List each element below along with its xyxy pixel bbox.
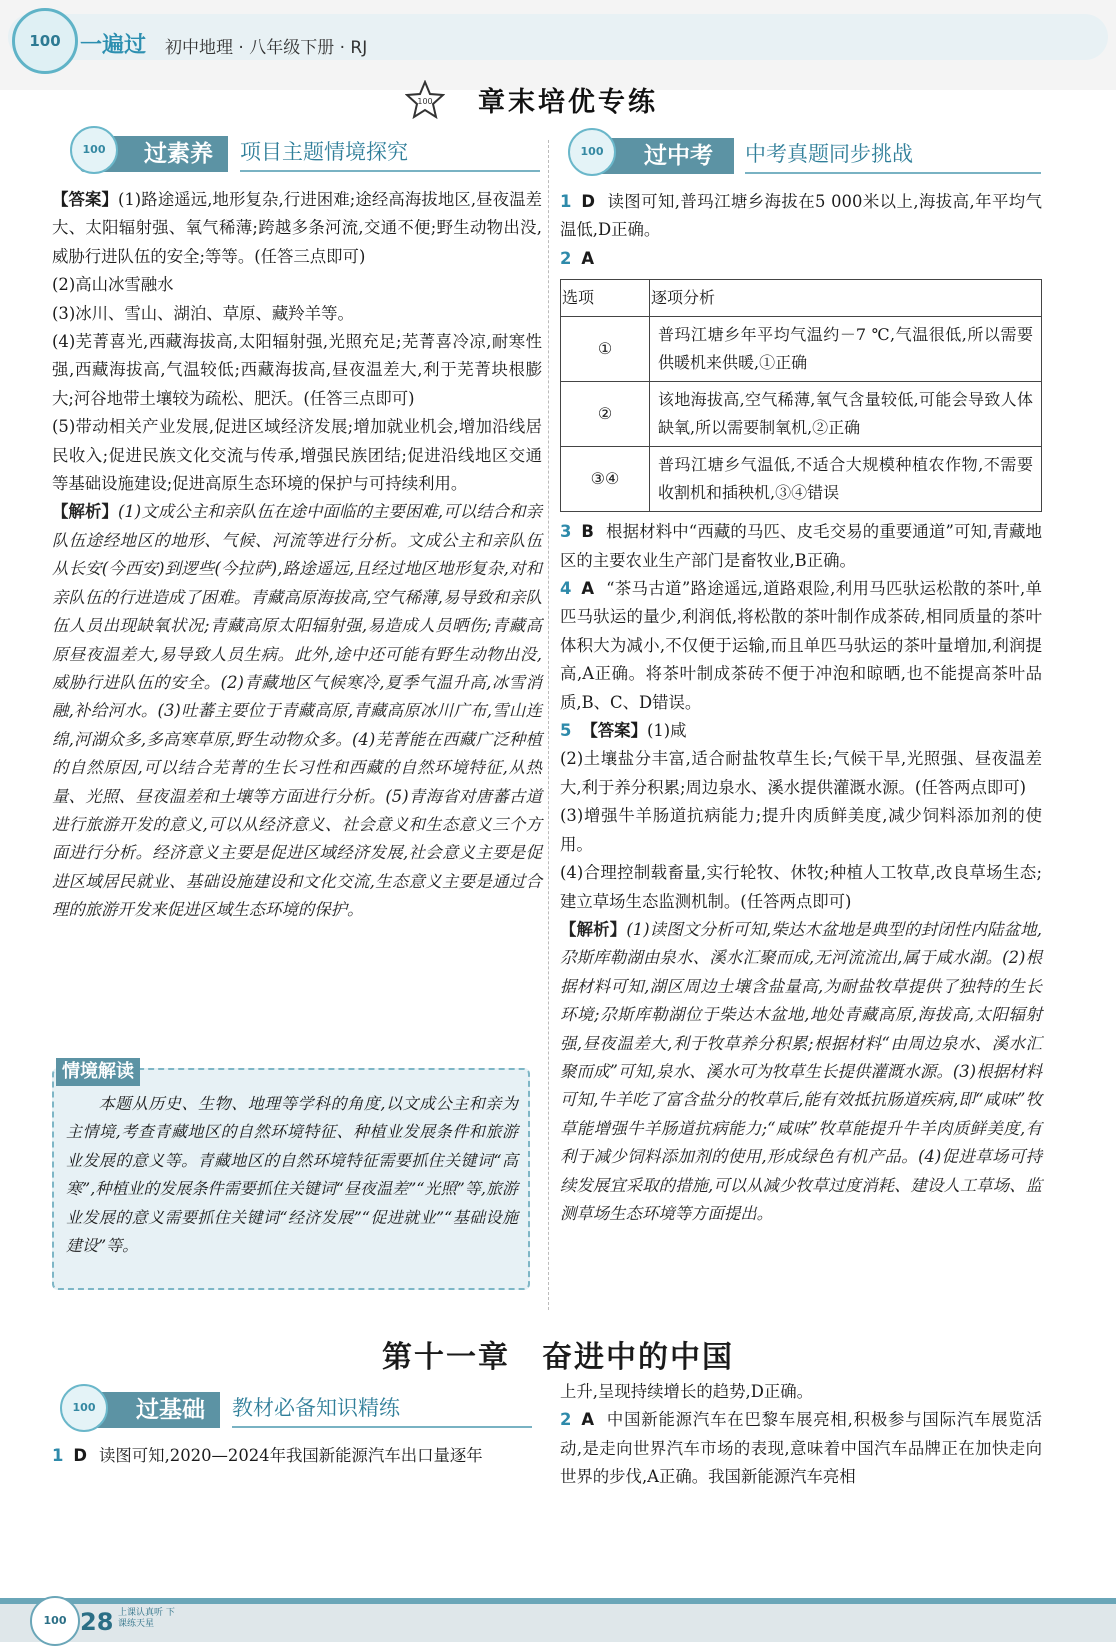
analysis-label: 【解析】: [560, 919, 627, 939]
context-text-body: 本题从历史、生物、地理等学科的角度,以文成公主和亲为主情境,考查青藏地区的自然环境特征、种植业发展条件和旅游业发展的意义等。青藏地区的自然环境特征需要抓住关键词“高寒”,种植业的发展条件需要抓住关键词“昼夜温差”“光照”等,旅游业发展的意义需要抓住关键词“经济发展”“促进就业”“基础设施建设”等。: [66, 1094, 518, 1256]
question-answer: B: [581, 522, 594, 542]
question-number: 3: [560, 522, 572, 542]
breadcrumb: 初中地理 · 八年级下册 · RJ: [165, 38, 368, 58]
question-item: [52, 1442, 542, 1470]
question-text: 读图可知,普玛江塘乡海拔在5 000米以上,海拔高,年平均气温低,D正确。: [560, 192, 1042, 240]
question-number: 4: [560, 579, 572, 599]
section-subtitle-left: 项目主题情境探究: [240, 134, 540, 172]
section-tab-jichu: 过基础: [72, 1392, 220, 1428]
table-cell-option: ①: [561, 317, 650, 382]
question-text: 读图可知,2020—2024年我国新能源汽车出口量逐年: [99, 1446, 483, 1465]
question-text: 上升,呈现持续增长的趋势,D正确。: [560, 1382, 814, 1401]
mascot-icon: 100: [60, 1384, 108, 1432]
column-divider: [548, 140, 549, 1310]
table-header: 逐项分析: [650, 280, 1042, 317]
analysis-table: [560, 279, 1042, 512]
answer-paragraph: (3)增强牛羊肠道抗病能力;提升肉质鲜美度,减少饲料添加剂的使用。: [560, 806, 1042, 854]
answer-paragraph: (4)合理控制载畜量,实行轮牧、休牧;种植人工牧草,改良草场生态;建立草场生态监测机制。(任答两点即可): [560, 863, 1042, 911]
question-number: 2: [560, 1410, 572, 1430]
table-row: [561, 382, 1042, 447]
section-tab-suyang: 过素养: [80, 136, 228, 172]
context-tag: 情境解读: [56, 1058, 140, 1086]
question-number: 1: [52, 1446, 64, 1465]
page-number: 28: [80, 1608, 114, 1636]
question-answer: A: [581, 248, 595, 268]
right-answer-block: [560, 188, 1042, 1228]
left-answer-block: [52, 186, 542, 925]
answer-label: 【答案】: [581, 721, 647, 741]
footer-line: [0, 1598, 1116, 1604]
question-text: 根据材料中“西藏的马匹、皮毛交易的重要通道”可知,青藏地区的主要农业生产部门是畜牧业,B正确。: [560, 522, 1042, 570]
mascot-icon: 100: [568, 128, 616, 176]
question-item: [560, 717, 1042, 745]
question-text: 中国新能源汽车在巴黎车展亮相,积极参与国际汽车展览活动,是走向世界汽车市场的表现,意味着中国汽车品牌正在加快走向世界的步伐,A正确。我国新能源汽车亮相: [560, 1410, 1042, 1487]
question-number: 5: [560, 721, 572, 741]
question-text: “茶马古道”路途遥远,道路艰险,利用马匹驮运松散的茶叶,单匹马驮运的量少,利润低,将松散的茶叶制作成茶砖,相同质量的茶叶体积大为减小,不仅便于运输,而且单匹马驮运的茶叶量增加,利润提高,A正确。将茶叶制成茶砖不便于冲泡和晾晒,也不能提高茶叶品质,B、C、D错误。: [560, 579, 1042, 712]
answer-paragraph: (1)路途遥远,地形复杂,行进困难;途经高海拔地区,昼夜温差大、太阳辐射强、氧气稀薄;跨越多条河流,交通不便;野生动物出没,威胁行进队伍的安全;等等。(任答三点即可): [52, 190, 543, 266]
table-row: [561, 317, 1042, 382]
table-cell-analysis: 该地海拔高,空气稀薄,氧气含量较低,可能会导致人体缺氧,所以需要制氧机,②正确: [650, 382, 1042, 447]
footer-mascot-icon: 100: [30, 1596, 80, 1646]
question-answer: A: [581, 1410, 595, 1430]
context-text: [66, 1090, 518, 1260]
svg-text:100: 100: [417, 97, 433, 106]
answer-paragraph: (4)芜菁喜光,西藏海拔高,太阳辐射强,光照充足;芜菁喜冷凉,耐寒性强,西藏海拔高,气温较低;西藏海拔高,昼夜温差大,利于芜菁块根膨大;河谷地带土壤较为疏松、肥沃。(任答三点即可): [52, 332, 542, 408]
answer-paragraph: (1)咸: [646, 721, 687, 741]
analysis-text: (1)读图文分析可知,柴达木盆地是典型的封闭性内陆盆地,尕斯库勒湖由泉水、溪水汇聚而成,无河流流出,属于咸水湖。(2)根据材料可知,湖区周边土壤含盐量高,为耐盐牧草提供了独特的生长环境;尕斯库勒湖位于柴达木盆地,地处青藏高原,海拔高,太阳辐射强,昼夜温差大,利于牧草养分积累;根据材料“由周边泉水、溪水汇聚而成”可知,泉水、溪水可为牧草生长提供灌溉水源。(3)根据材料可知,牛羊吃了富含盐分的牧草后,能有效抵抗肠道疾病,即“咸味”牧草能增强牛羊肠道抗病能力;“咸味”牧草能提升牛羊肉质鲜美度,有利于减少饲料添加剂的使用,形成绿色有机产品。(4)促进草场可持续发展宜采取的措施,可以从减少牧草过度消耗、建设人工草场、监测草场生态环境等方面提出。: [560, 919, 1043, 1223]
table-header: 选项: [561, 280, 650, 317]
question-answer: A: [581, 579, 595, 599]
table-cell-option: ②: [561, 382, 650, 447]
question-answer: D: [73, 1446, 88, 1465]
answer-paragraph: (5)带动相关产业发展,促进区域经济发展;增加就业机会,增加沿线居民收入;促进民族文化交流与传承,增强民族团结;促进沿线地区交通等基础设施建设;促进高原生态环境的保护与可持续利用。: [52, 417, 542, 494]
chapter-left-block: [52, 1442, 542, 1470]
question-item: [560, 575, 1042, 717]
analysis-label: 【解析】: [52, 502, 118, 522]
brand-logo: 100: [12, 8, 78, 74]
question-item: [560, 188, 1042, 245]
question-number: 1: [560, 192, 572, 211]
table-cell-option: ③④: [561, 447, 650, 512]
answer-paragraph: (2)土壤盐分丰富,适合耐盐牧草生长;气候干旱,光照强、昼夜温差大,利于养分积累;周边泉水、溪水提供灌溉水源。(任答两点即可): [560, 749, 1042, 797]
answer-paragraph: (2)高山冰雪融水: [52, 275, 174, 295]
section-tab-zhongkao: 过中考: [580, 138, 734, 174]
question-item: [560, 245, 1042, 273]
brand-name: 一遍过: [80, 33, 147, 58]
answer-paragraph: (3)冰川、雪山、湖泊、草原、藏羚羊等。: [52, 303, 354, 323]
question-item: [560, 1406, 1042, 1491]
chapter-heading: 第十一章 奋进中的中国: [382, 1340, 734, 1375]
chapter-right-block: [560, 1378, 1042, 1492]
section-subtitle-chapter: 教材必备知识精练: [232, 1390, 532, 1428]
page-title: 章末培优专练: [478, 87, 658, 118]
answer-label: 【答案】: [52, 190, 118, 209]
footer-slogan: 上课认真听 下课练天星: [118, 1608, 175, 1629]
section-subtitle-right: 中考真题同步挑战: [745, 136, 1041, 174]
question-answer: D: [581, 192, 596, 211]
analysis-text: (1)文成公主和亲队伍在途中面临的主要困难,可以结合和亲队伍途经地区的地形、气候、河流等进行分析。文成公主和亲队伍从长安(今西安)到逻些(今拉萨),路途遥远,且经过地区地形复杂,对和亲队伍的行进造成了困难。青藏高原海拔高,空气稀薄,易导致和亲队伍人员出现缺氧状况;青藏高原太阳辐射强,易造成人员晒伤;青藏高原昼夜温差大,易导致人员生病。此外,途中还可能有野生动物出没,威胁行进队伍的安全。(2)青藏地区气候寒冷,夏季气温升高,冰雪消融,补给河水。(3)吐蕃主要位于青藏高原,青藏高原冰川广布,雪山连绵,河湖众多,多高寒草原,野生动物众多。(4)芜菁能在西藏广泛种植的自然原因,可以结合芜菁的生长习性和西藏的自然环境特征,从热量、光照、昼夜温差和土壤等方面进行分析。(5)青海省对唐蕃古道进行旅游开发的意义,可以从经济意义、社会意义和生态意义三个方面进行分析。经济意义主要是促进区域经济发展,社会意义主要是促进区域居民就业、基础设施建设和文化交流,生态意义主要是通过合理的旅游开发来促进区域生态环境的保护。: [52, 502, 543, 920]
question-number: 2: [560, 248, 572, 268]
question-item: [560, 518, 1042, 575]
mascot-icon: 100: [70, 126, 118, 174]
table-row: [561, 447, 1042, 512]
table-cell-analysis: 普玛江塘乡气温低,不适合大规模种植农作物,不需要收割机和插秧机,③④错误: [650, 447, 1042, 512]
table-cell-analysis: 普玛江塘乡年平均气温约－7 ℃,气温很低,所以需要供暖机来供暖,①正确: [650, 317, 1042, 382]
